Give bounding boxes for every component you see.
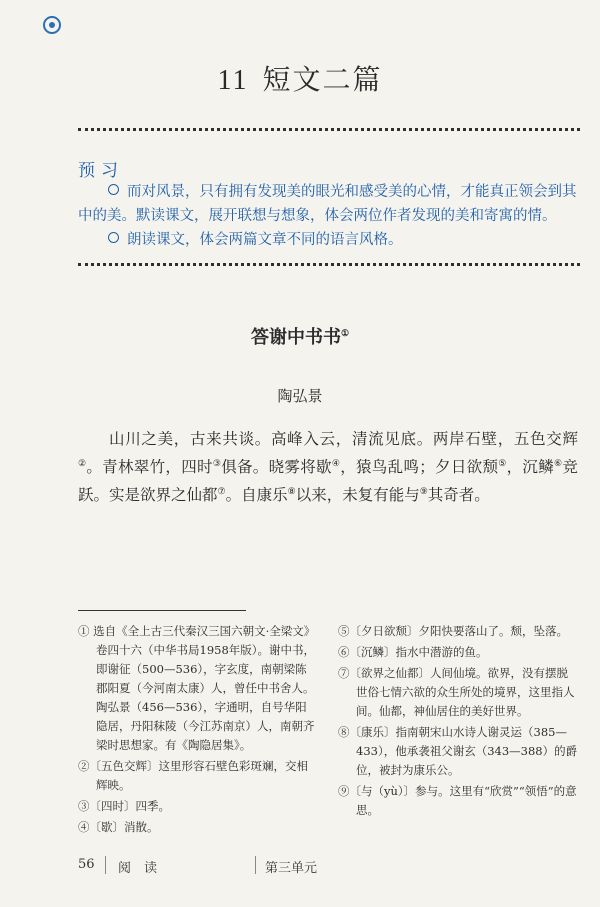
page-marker-icon xyxy=(43,16,61,34)
lesson-number: 11 xyxy=(217,65,249,96)
footnote-4: ④〔歇〕消散。 xyxy=(78,820,159,834)
footnote-9: ⑨〔与（yù）〕参与。这里有“欣赏”“领悟”的意思。 xyxy=(338,784,577,817)
preview-heading: 预习 xyxy=(78,161,124,181)
footnote-3: ③〔四时〕四季。 xyxy=(78,799,170,813)
essay-text-segment: 。自康乐 xyxy=(225,486,288,505)
footnote-ref: ③ xyxy=(212,459,222,469)
essay-text-segment: 俱备。晓雾将歇 xyxy=(221,458,332,477)
footnote-8: ⑧〔康乐〕指南朝宋山水诗人谢灵运（385—433），他承袭祖父谢玄（343—388）的爵位，被封为康乐公。 xyxy=(338,725,578,777)
footnote-rule xyxy=(78,610,246,611)
footnote-ref: ② xyxy=(78,459,87,469)
essay-title xyxy=(0,323,600,349)
bullet-icon xyxy=(108,184,119,195)
preview-item-1 xyxy=(78,180,578,228)
footnote-7: ⑦〔欲界之仙都〕人间仙境。欲界，没有摆脱世俗七情六欲的众生所处的境界，这里指人间。仙都，神仙居住的美好世界。 xyxy=(338,666,575,718)
essay-text-segment: 山川之美，古来共谈。高峰入云，清流见底。两岸石壁，五色交辉 xyxy=(109,430,578,448)
footnote-6: ⑥〔沉鳞〕指水中潜游的鱼。 xyxy=(338,645,488,659)
footnote-ref: ⑦ xyxy=(217,487,226,498)
footer-divider xyxy=(105,856,106,874)
divider-top xyxy=(78,128,580,131)
essay-text-segment: 其奇者。 xyxy=(427,486,490,505)
footnote-ref: ⑥ xyxy=(554,459,563,469)
footnotes-left xyxy=(78,622,316,839)
essay-body xyxy=(78,427,578,508)
footnote-5: ⑤〔夕日欲颓〕夕阳快要落山了。颓，坠落。 xyxy=(338,624,568,638)
divider-bottom xyxy=(78,263,580,266)
footnote-1: ① 选自《全上古三代秦汉三国六朝文·全梁文》卷四十六（中华书局1958年版）。谢中书，即谢征（500—536），字玄度，南朝梁陈郡阳夏（今河南太康）人，曾任中书舍人。陶弘景（456—536），字通明，自号华阳隐居，丹阳秣陵（今江苏南京）人，南朝齐梁时思想家。有《陶隐居集》。 xyxy=(78,624,316,752)
essay-title-text: 答谢中书书 xyxy=(250,327,341,348)
essay-text-segment: ，猿鸟乱鸣；夕日欲颓 xyxy=(340,458,499,477)
footnote-ref: ⑧ xyxy=(287,487,296,498)
essay-author: 陶弘景 xyxy=(277,387,323,405)
essay-text-segment: 。青林翠竹，四时 xyxy=(86,458,213,477)
footnote-ref: ⑤ xyxy=(498,459,507,469)
footer-section: 阅 读 xyxy=(118,861,158,876)
page-number: 56 xyxy=(78,857,95,872)
footer-unit: 第三单元 xyxy=(265,861,318,876)
footnote-ref: ④ xyxy=(331,459,341,469)
preview-item-2-text: 朗读课文，体会两篇文章不同的语言风格。 xyxy=(127,232,403,248)
essay-text-segment: 竞跃。实是欲界之仙都 xyxy=(78,458,578,505)
essay-text-segment: 以来，未复有能与 xyxy=(295,486,420,505)
preview-item-2 xyxy=(78,228,578,252)
footnote-ref: ⑨ xyxy=(419,487,428,498)
footnote-2: ②〔五色交辉〕这里形容石壁色彩斑斓，交相辉映。 xyxy=(78,759,308,792)
bullet-icon xyxy=(108,232,119,243)
footnotes-right xyxy=(338,622,578,822)
lesson-title xyxy=(0,58,600,98)
footer-divider xyxy=(255,856,256,874)
essay-title-footnote-ref: ① xyxy=(340,329,350,339)
lesson-title-text: 短文二篇 xyxy=(262,63,383,96)
preview-item-1-text: 而对风景，只有拥有发现美的眼光和感受美的心情，才能真正领会到其中的美。默读课文，展开联想与想象，体会两位作者发现的美和寄寓的情。 xyxy=(78,184,577,224)
essay-text-segment: ，沉鳞 xyxy=(506,458,555,477)
